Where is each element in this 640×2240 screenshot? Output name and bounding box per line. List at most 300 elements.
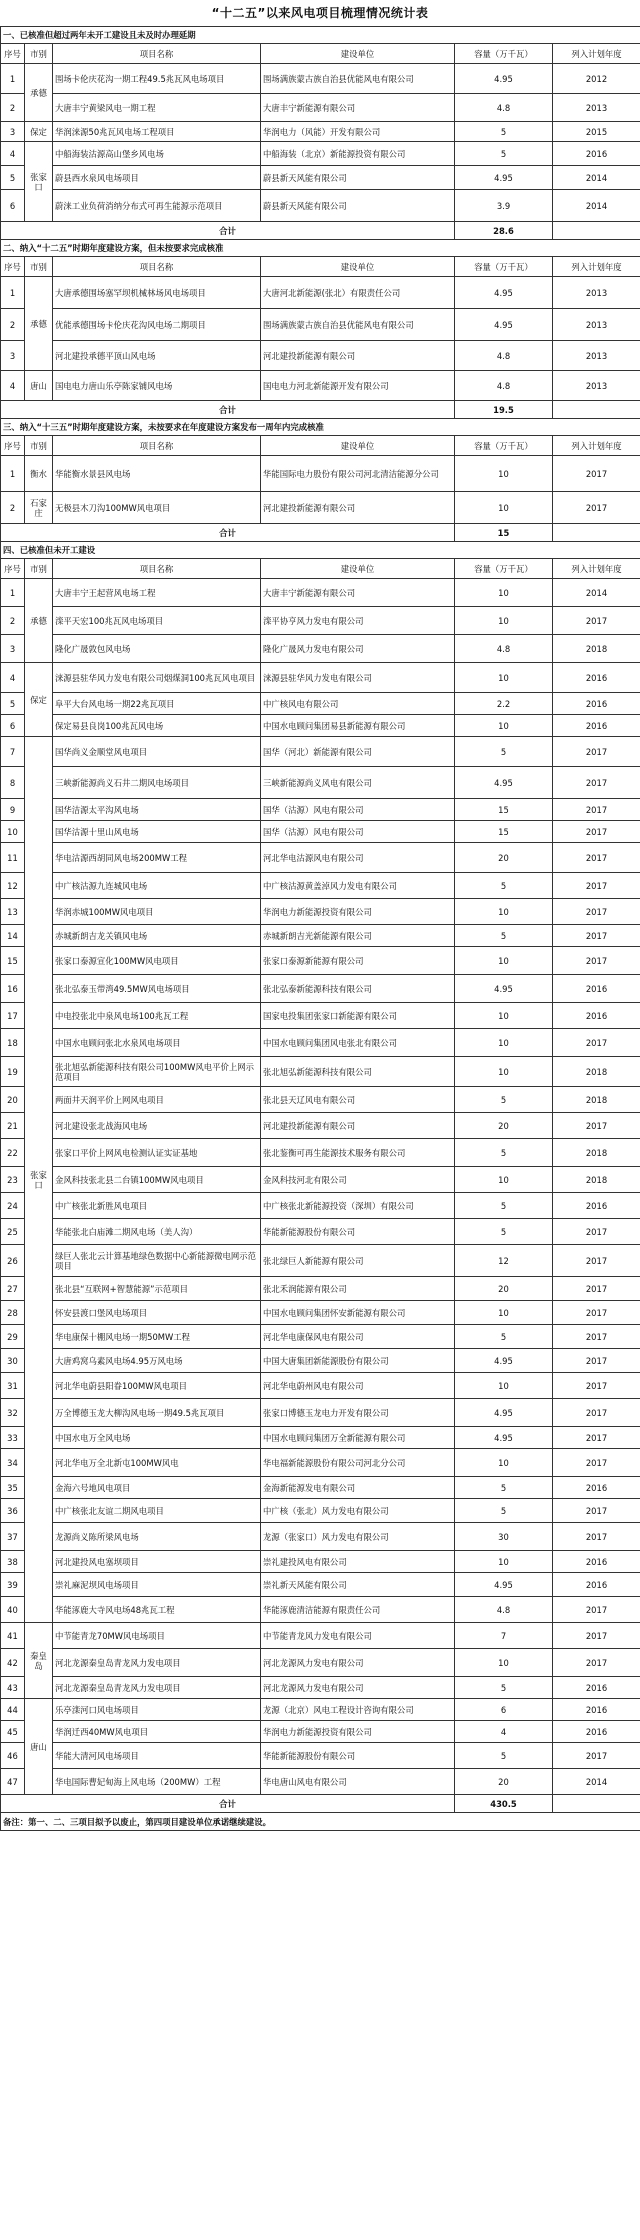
project-name: 中节能青龙70MW风电场项目 bbox=[53, 1623, 261, 1649]
construction-unit: 金海新能源发电有限公司 bbox=[261, 1477, 455, 1499]
capacity: 5 bbox=[455, 1193, 553, 1219]
footnote: 备注：第一、二、三项目拟予以废止，第四项目建设单位承诺继续建设。 bbox=[1, 1813, 640, 1831]
table-row bbox=[1, 1523, 640, 1551]
capacity: 4.8 bbox=[455, 635, 553, 663]
table-row bbox=[1, 1373, 640, 1399]
plan-year: 2017 bbox=[553, 1301, 640, 1325]
construction-unit: 中节能青龙风力发电有限公司 bbox=[261, 1623, 455, 1649]
column-header: 列入计划年度 bbox=[553, 559, 640, 579]
column-header: 市别 bbox=[25, 436, 53, 456]
plan-year: 2017 bbox=[553, 1373, 640, 1399]
plan-year: 2016 bbox=[553, 1477, 640, 1499]
project-name: 蔚县西水泉风电场项目 bbox=[53, 166, 261, 190]
column-header: 容量（万千瓦） bbox=[455, 436, 553, 456]
total-empty-cell bbox=[553, 1795, 640, 1813]
table-row bbox=[1, 899, 640, 925]
construction-unit: 国家电投集团张家口新能源有限公司 bbox=[261, 1003, 455, 1029]
construction-unit: 河北华电蔚州风电有限公司 bbox=[261, 1373, 455, 1399]
section-title: 一、已核准但超过两年未开工建设且未及时办理延期 bbox=[1, 27, 640, 44]
city-cell: 承德 bbox=[25, 64, 53, 122]
construction-unit: 崇礼新天风能有限公司 bbox=[261, 1573, 455, 1597]
capacity: 5 bbox=[455, 1743, 553, 1769]
capacity: 4.95 bbox=[455, 166, 553, 190]
table-row bbox=[1, 1427, 640, 1449]
construction-unit: 中国水电顾问集团怀安新能源有限公司 bbox=[261, 1301, 455, 1325]
column-header: 市别 bbox=[25, 559, 53, 579]
plan-year: 2012 bbox=[553, 64, 640, 94]
row-number: 32 bbox=[1, 1399, 25, 1427]
capacity: 4.8 bbox=[455, 94, 553, 122]
project-name: 蔚涞工业负荷消纳分布式可再生能源示范项目 bbox=[53, 190, 261, 222]
plan-year: 2016 bbox=[553, 1721, 640, 1743]
column-header: 序号 bbox=[1, 44, 25, 64]
project-name: 华能张北白庙滩二期风电场（美人沟） bbox=[53, 1219, 261, 1245]
capacity: 5 bbox=[455, 737, 553, 767]
city-cell: 承德 bbox=[25, 277, 53, 371]
plan-year: 2014 bbox=[553, 579, 640, 607]
plan-year: 2017 bbox=[553, 1245, 640, 1277]
plan-year: 2017 bbox=[553, 1029, 640, 1057]
table-row bbox=[1, 341, 640, 371]
capacity: 10 bbox=[455, 1029, 553, 1057]
project-name: 龙源尚义陈所梁风电场 bbox=[53, 1523, 261, 1551]
construction-unit: 中国水电顾问集团易县新能源有限公司 bbox=[261, 715, 455, 737]
row-number: 29 bbox=[1, 1325, 25, 1349]
construction-unit: 国华（沽源）风电有限公司 bbox=[261, 821, 455, 843]
city-cell: 张家口 bbox=[25, 142, 53, 222]
project-name: 中广核沽源九连城风电场 bbox=[53, 873, 261, 899]
row-number: 23 bbox=[1, 1167, 25, 1193]
row-number: 1 bbox=[1, 456, 25, 492]
project-name: 河北龙源秦皇岛青龙风力发电项目 bbox=[53, 1677, 261, 1699]
plan-year: 2017 bbox=[553, 1277, 640, 1301]
capacity: 10 bbox=[455, 1003, 553, 1029]
capacity: 5 bbox=[455, 1499, 553, 1523]
total-value: 430.5 bbox=[455, 1795, 553, 1813]
plan-year: 2016 bbox=[553, 1003, 640, 1029]
capacity: 10 bbox=[455, 1449, 553, 1477]
table-row bbox=[1, 975, 640, 1003]
row-number: 25 bbox=[1, 1219, 25, 1245]
total-value: 19.5 bbox=[455, 401, 553, 419]
plan-year: 2014 bbox=[553, 1769, 640, 1795]
row-number: 16 bbox=[1, 975, 25, 1003]
project-name: 张北县“互联网+智慧能源”示范项目 bbox=[53, 1277, 261, 1301]
project-name: 张家口平价上网风电检测认证实证基地 bbox=[53, 1139, 261, 1167]
row-number: 2 bbox=[1, 492, 25, 524]
capacity: 4.95 bbox=[455, 1573, 553, 1597]
construction-unit: 中广核沽源黄盖淖风力发电有限公司 bbox=[261, 873, 455, 899]
table-row bbox=[1, 737, 640, 767]
construction-unit: 张北禾润能源有限公司 bbox=[261, 1277, 455, 1301]
plan-year: 2016 bbox=[553, 1699, 640, 1721]
row-number: 10 bbox=[1, 821, 25, 843]
project-name: 大唐承德围场塞罕坝机械林场风电场项目 bbox=[53, 277, 261, 309]
project-name: 华润涞源50兆瓦风电场工程项目 bbox=[53, 122, 261, 142]
section-title-row bbox=[1, 240, 640, 257]
capacity: 4.8 bbox=[455, 371, 553, 401]
table-row bbox=[1, 190, 640, 222]
plan-year: 2016 bbox=[553, 142, 640, 166]
construction-unit: 华能新能源股份有限公司 bbox=[261, 1219, 455, 1245]
capacity: 4.8 bbox=[455, 341, 553, 371]
construction-unit: 中国水电顾问集团万全新能源有限公司 bbox=[261, 1427, 455, 1449]
total-label: 合计 bbox=[1, 1795, 455, 1813]
project-name: 乐亭滦河口风电场项目 bbox=[53, 1699, 261, 1721]
plan-year: 2017 bbox=[553, 607, 640, 635]
capacity: 4.95 bbox=[455, 767, 553, 799]
plan-year: 2018 bbox=[553, 635, 640, 663]
project-name: 无极县木刀沟100MW风电项目 bbox=[53, 492, 261, 524]
column-header: 列入计划年度 bbox=[553, 44, 640, 64]
capacity: 10 bbox=[455, 1551, 553, 1573]
project-name: 中船海装沽源高山堡乡风电场 bbox=[53, 142, 261, 166]
plan-year: 2018 bbox=[553, 1167, 640, 1193]
capacity: 10 bbox=[455, 1373, 553, 1399]
project-name: 大唐鸡窝乌素风电场4.95万风电场 bbox=[53, 1349, 261, 1373]
row-number: 4 bbox=[1, 371, 25, 401]
table-row bbox=[1, 1769, 640, 1795]
capacity: 12 bbox=[455, 1245, 553, 1277]
table-row bbox=[1, 1721, 640, 1743]
plan-year: 2017 bbox=[553, 1219, 640, 1245]
project-name: 阜平大台风电场一期22兆瓦项目 bbox=[53, 693, 261, 715]
construction-unit: 围场满族蒙古族自治县优能风电有限公司 bbox=[261, 64, 455, 94]
table-row bbox=[1, 635, 640, 663]
row-number: 7 bbox=[1, 737, 25, 767]
column-header: 列入计划年度 bbox=[553, 257, 640, 277]
construction-unit: 张北绿巨人新能源有限公司 bbox=[261, 1245, 455, 1277]
capacity: 5 bbox=[455, 873, 553, 899]
plan-year: 2017 bbox=[553, 873, 640, 899]
capacity: 5 bbox=[455, 1677, 553, 1699]
project-name: 河北龙源秦皇岛青龙风力发电项目 bbox=[53, 1649, 261, 1677]
column-header: 序号 bbox=[1, 436, 25, 456]
table-row bbox=[1, 1573, 640, 1597]
row-number: 9 bbox=[1, 799, 25, 821]
capacity: 4.8 bbox=[455, 1597, 553, 1623]
plan-year: 2016 bbox=[553, 1677, 640, 1699]
row-number: 44 bbox=[1, 1699, 25, 1721]
construction-unit: 围场满族蒙古族自治县优能风电有限公司 bbox=[261, 309, 455, 341]
row-number: 38 bbox=[1, 1551, 25, 1573]
total-label: 合计 bbox=[1, 222, 455, 240]
plan-year: 2017 bbox=[553, 925, 640, 947]
row-number: 21 bbox=[1, 1113, 25, 1139]
city-cell: 唐山 bbox=[25, 1699, 53, 1795]
construction-unit: 涞源县驻华风力发电有限公司 bbox=[261, 663, 455, 693]
construction-unit: 蔚县新天风能有限公司 bbox=[261, 190, 455, 222]
table-row bbox=[1, 1301, 640, 1325]
plan-year: 2016 bbox=[553, 1193, 640, 1219]
plan-year: 2017 bbox=[553, 821, 640, 843]
table-row bbox=[1, 799, 640, 821]
column-header: 建设单位 bbox=[261, 257, 455, 277]
construction-unit: 河北龙源风力发电有限公司 bbox=[261, 1677, 455, 1699]
plan-year: 2017 bbox=[553, 947, 640, 975]
construction-unit: 华能新能源股份有限公司 bbox=[261, 1743, 455, 1769]
plan-year: 2017 bbox=[553, 1427, 640, 1449]
column-header: 容量（万千瓦） bbox=[455, 257, 553, 277]
project-name: 张家口泰源宣化100MW风电项目 bbox=[53, 947, 261, 975]
capacity: 4 bbox=[455, 1721, 553, 1743]
table-header-row bbox=[1, 559, 640, 579]
table-row bbox=[1, 1449, 640, 1477]
project-name: 河北建投承德平顶山风电场 bbox=[53, 341, 261, 371]
table-row bbox=[1, 925, 640, 947]
section-title-row bbox=[1, 419, 640, 436]
city-cell: 唐山 bbox=[25, 371, 53, 401]
table-row bbox=[1, 492, 640, 524]
total-value: 15 bbox=[455, 524, 553, 542]
construction-unit: 华能涿鹿清洁能源有限责任公司 bbox=[261, 1597, 455, 1623]
construction-unit: 张家口博德玉龙电力开发有限公司 bbox=[261, 1399, 455, 1427]
row-number: 43 bbox=[1, 1677, 25, 1699]
row-number: 18 bbox=[1, 1029, 25, 1057]
plan-year: 2017 bbox=[553, 1597, 640, 1623]
construction-unit: 华润电力（风能）开发有限公司 bbox=[261, 122, 455, 142]
construction-unit: 河北建投新能源有限公司 bbox=[261, 492, 455, 524]
capacity: 5 bbox=[455, 1087, 553, 1113]
plan-year: 2017 bbox=[553, 1113, 640, 1139]
row-number: 20 bbox=[1, 1087, 25, 1113]
column-header: 市别 bbox=[25, 44, 53, 64]
construction-unit: 中广核张北新能源投资（深圳）有限公司 bbox=[261, 1193, 455, 1219]
project-name: 华能大清河风电场项目 bbox=[53, 1743, 261, 1769]
table-row bbox=[1, 1325, 640, 1349]
row-number: 8 bbox=[1, 767, 25, 799]
row-number: 14 bbox=[1, 925, 25, 947]
capacity: 4.95 bbox=[455, 309, 553, 341]
column-header: 序号 bbox=[1, 559, 25, 579]
row-number: 13 bbox=[1, 899, 25, 925]
plan-year: 2017 bbox=[553, 1743, 640, 1769]
construction-unit: 华电唐山风电有限公司 bbox=[261, 1769, 455, 1795]
capacity: 4.95 bbox=[455, 1349, 553, 1373]
plan-year: 2016 bbox=[553, 693, 640, 715]
plan-year: 2017 bbox=[553, 1325, 640, 1349]
row-number: 26 bbox=[1, 1245, 25, 1277]
project-name: 河北华电万全北新屯100MW风电 bbox=[53, 1449, 261, 1477]
table-row bbox=[1, 371, 640, 401]
plan-year: 2015 bbox=[553, 122, 640, 142]
plan-year: 2017 bbox=[553, 899, 640, 925]
row-number: 4 bbox=[1, 142, 25, 166]
column-header: 项目名称 bbox=[53, 559, 261, 579]
construction-unit: 龙源（张家口）风力发电有限公司 bbox=[261, 1523, 455, 1551]
project-name: 大唐丰宁王起营风电场工程 bbox=[53, 579, 261, 607]
construction-unit: 大唐丰宁新能源有限公司 bbox=[261, 94, 455, 122]
row-number: 2 bbox=[1, 309, 25, 341]
table-row bbox=[1, 873, 640, 899]
project-table bbox=[0, 26, 640, 1831]
project-name: 张北弘泰玉带湾49.5MW风电场项目 bbox=[53, 975, 261, 1003]
capacity: 2.2 bbox=[455, 693, 553, 715]
construction-unit: 蔚县新天风能有限公司 bbox=[261, 166, 455, 190]
row-number: 35 bbox=[1, 1477, 25, 1499]
plan-year: 2014 bbox=[553, 190, 640, 222]
plan-year: 2017 bbox=[553, 1399, 640, 1427]
row-number: 36 bbox=[1, 1499, 25, 1523]
row-number: 37 bbox=[1, 1523, 25, 1551]
project-name: 中国水电万全风电场 bbox=[53, 1427, 261, 1449]
construction-unit: 华润电力新能源投资有限公司 bbox=[261, 899, 455, 925]
construction-unit: 中国大唐集团新能源股份有限公司 bbox=[261, 1349, 455, 1373]
table-row bbox=[1, 1167, 640, 1193]
table-row bbox=[1, 1623, 640, 1649]
capacity: 15 bbox=[455, 799, 553, 821]
row-number: 5 bbox=[1, 166, 25, 190]
column-header: 容量（万千瓦） bbox=[455, 44, 553, 64]
row-number: 46 bbox=[1, 1743, 25, 1769]
table-row bbox=[1, 607, 640, 635]
plan-year: 2017 bbox=[553, 1649, 640, 1677]
capacity: 5 bbox=[455, 1139, 553, 1167]
project-name: 河北建投风电塞坝项目 bbox=[53, 1551, 261, 1573]
construction-unit: 张家口泰源新能源有限公司 bbox=[261, 947, 455, 975]
construction-unit: 大唐河北新能源(张北）有限责任公司 bbox=[261, 277, 455, 309]
project-name: 中国水电顾问张北水泉风电场项目 bbox=[53, 1029, 261, 1057]
project-name: 华润迁西40MW风电项目 bbox=[53, 1721, 261, 1743]
capacity: 10 bbox=[455, 579, 553, 607]
construction-unit: 中船海装（北京）新能源投资有限公司 bbox=[261, 142, 455, 166]
construction-unit: 河北华电康保风电有限公司 bbox=[261, 1325, 455, 1349]
construction-unit: 中国水电顾问集团风电张北有限公司 bbox=[261, 1029, 455, 1057]
construction-unit: 三峡新能源尚义风电有限公司 bbox=[261, 767, 455, 799]
project-name: 金海六号地风电项目 bbox=[53, 1477, 261, 1499]
row-number: 24 bbox=[1, 1193, 25, 1219]
table-row bbox=[1, 1029, 640, 1057]
construction-unit: 河北建投新能源有限公司 bbox=[261, 1113, 455, 1139]
row-number: 6 bbox=[1, 190, 25, 222]
table-row bbox=[1, 1551, 640, 1573]
row-number: 15 bbox=[1, 947, 25, 975]
row-number: 45 bbox=[1, 1721, 25, 1743]
capacity: 10 bbox=[455, 1301, 553, 1325]
plan-year: 2016 bbox=[553, 715, 640, 737]
capacity: 6 bbox=[455, 1699, 553, 1721]
table-row bbox=[1, 142, 640, 166]
project-name: 怀安县渡口堡风电场项目 bbox=[53, 1301, 261, 1325]
project-name: 围场卡伦庆花沟一期工程49.5兆瓦风电场项目 bbox=[53, 64, 261, 94]
row-number: 33 bbox=[1, 1427, 25, 1449]
row-number: 47 bbox=[1, 1769, 25, 1795]
column-header: 项目名称 bbox=[53, 44, 261, 64]
construction-unit: 华电福新能源股份有限公司河北分公司 bbox=[261, 1449, 455, 1477]
table-row bbox=[1, 456, 640, 492]
column-header: 市别 bbox=[25, 257, 53, 277]
total-empty-cell bbox=[553, 401, 640, 419]
construction-unit: 滦平协亨风力发电有限公司 bbox=[261, 607, 455, 635]
construction-unit: 隆化广晟风力发电有限公司 bbox=[261, 635, 455, 663]
row-number: 2 bbox=[1, 94, 25, 122]
row-number: 3 bbox=[1, 635, 25, 663]
capacity: 4.95 bbox=[455, 975, 553, 1003]
plan-year: 2016 bbox=[553, 663, 640, 693]
capacity: 4.95 bbox=[455, 1399, 553, 1427]
project-name: 赤城新朗吉龙关镇风电场 bbox=[53, 925, 261, 947]
row-number: 2 bbox=[1, 607, 25, 635]
project-name: 国华洁源太平沟风电场 bbox=[53, 799, 261, 821]
capacity: 10 bbox=[455, 715, 553, 737]
note-row bbox=[1, 1813, 640, 1831]
capacity: 10 bbox=[455, 492, 553, 524]
project-name: 华电国际曹妃甸海上风电场（200MW）工程 bbox=[53, 1769, 261, 1795]
table-row bbox=[1, 1743, 640, 1769]
table-row bbox=[1, 166, 640, 190]
plan-year: 2014 bbox=[553, 166, 640, 190]
column-header: 项目名称 bbox=[53, 436, 261, 456]
project-name: 国电电力唐山乐亭陈家铺风电场 bbox=[53, 371, 261, 401]
table-row bbox=[1, 767, 640, 799]
capacity: 10 bbox=[455, 607, 553, 635]
table-row bbox=[1, 579, 640, 607]
table-body bbox=[1, 27, 640, 1831]
table-row bbox=[1, 122, 640, 142]
row-number: 4 bbox=[1, 663, 25, 693]
construction-unit: 华润电力新能源投资有限公司 bbox=[261, 1721, 455, 1743]
row-number: 42 bbox=[1, 1649, 25, 1677]
row-number: 34 bbox=[1, 1449, 25, 1477]
total-row bbox=[1, 401, 640, 419]
table-row bbox=[1, 1277, 640, 1301]
table-row bbox=[1, 1649, 640, 1677]
table-header-row bbox=[1, 44, 640, 64]
construction-unit: 国华（河北）新能源有限公司 bbox=[261, 737, 455, 767]
project-name: 河北华电蔚县阳眷100MW风电项目 bbox=[53, 1373, 261, 1399]
column-header: 建设单位 bbox=[261, 44, 455, 64]
plan-year: 2016 bbox=[553, 975, 640, 1003]
table-row bbox=[1, 1087, 640, 1113]
section-title-row bbox=[1, 542, 640, 559]
table-row bbox=[1, 1057, 640, 1087]
project-name: 华能涿鹿大寺风电场48兆瓦工程 bbox=[53, 1597, 261, 1623]
plan-year: 2018 bbox=[553, 1087, 640, 1113]
table-row bbox=[1, 1245, 640, 1277]
page-title: “十二五”以来风电项目梳理情况统计表 bbox=[211, 6, 429, 20]
plan-year: 2017 bbox=[553, 737, 640, 767]
construction-unit: 河北华电沽源风电有限公司 bbox=[261, 843, 455, 873]
capacity: 20 bbox=[455, 1769, 553, 1795]
construction-unit: 国电电力河北新能源开发有限公司 bbox=[261, 371, 455, 401]
project-name: 两面井天润平价上网风电项目 bbox=[53, 1087, 261, 1113]
table-header-row bbox=[1, 257, 640, 277]
total-empty-cell bbox=[553, 222, 640, 240]
construction-unit: 华能国际电力股份有限公司河北清洁能源分公司 bbox=[261, 456, 455, 492]
project-name: 国华沽源十里山风电场 bbox=[53, 821, 261, 843]
capacity: 30 bbox=[455, 1523, 553, 1551]
project-name: 三峡新能源尚义石井二期风电场项目 bbox=[53, 767, 261, 799]
capacity: 10 bbox=[455, 1057, 553, 1087]
total-row bbox=[1, 1795, 640, 1813]
plan-year: 2013 bbox=[553, 277, 640, 309]
table-row bbox=[1, 693, 640, 715]
table-row bbox=[1, 1193, 640, 1219]
plan-year: 2017 bbox=[553, 1449, 640, 1477]
table-row bbox=[1, 1003, 640, 1029]
row-number: 1 bbox=[1, 64, 25, 94]
construction-unit: 张北弘泰新能源科技有限公司 bbox=[261, 975, 455, 1003]
row-number: 12 bbox=[1, 873, 25, 899]
project-name: 华润赤城100MW风电项目 bbox=[53, 899, 261, 925]
project-name: 大唐丰宁黄梁风电一期工程 bbox=[53, 94, 261, 122]
construction-unit: 大唐丰宁新能源有限公司 bbox=[261, 579, 455, 607]
project-name: 国华尚义金顺堂风电项目 bbox=[53, 737, 261, 767]
row-number: 1 bbox=[1, 277, 25, 309]
table-row bbox=[1, 64, 640, 94]
capacity: 5 bbox=[455, 1477, 553, 1499]
section-title: 二、纳入“十二五”时期年度建设方案，但未按要求完成核准 bbox=[1, 240, 640, 257]
